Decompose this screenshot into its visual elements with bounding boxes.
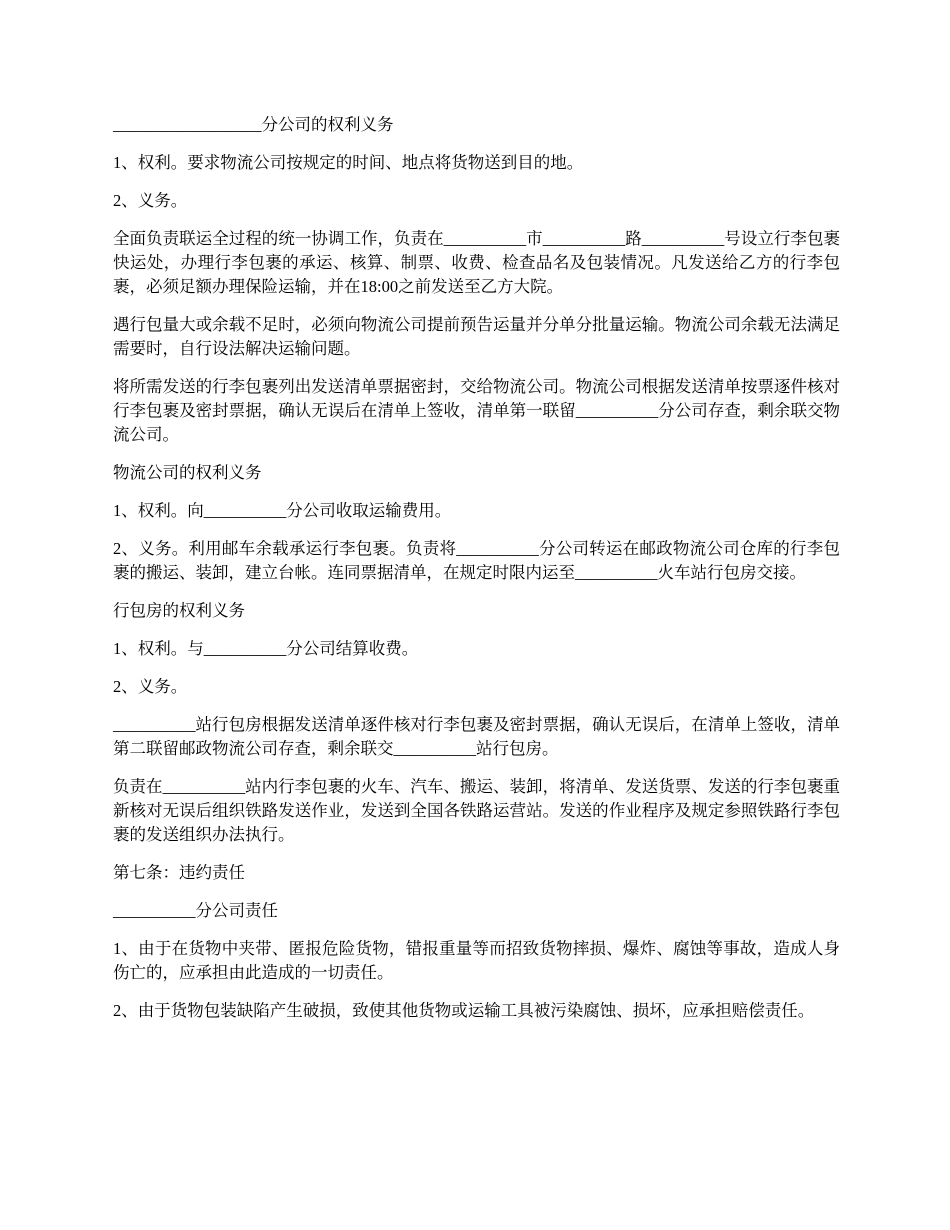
paragraph: 1、权利。要求物流公司按规定的时间、地点将货物送到目的地。	[113, 153, 584, 172]
paragraph: __________站行包房根据发送清单逐件核对行李包裹及密封票据，确认无误后，在清单上签收，清单第二联留邮政物流公司存查，剩余联交__________站行包房。	[113, 715, 840, 758]
section-heading-logistics-rights: 物流公司的权利义务	[113, 463, 262, 482]
paragraph: 全面负责联运全过程的统一协调工作，负责在__________市__________路__________号设立行李包裹快运处，办理行李包裹的承运、核算、制票、收费、检查品名及包装情况。凡发送给乙方的行李包裹，必须足额办理保险运输，并在18:00之前发送至乙方大院。	[113, 229, 840, 296]
paragraph: 1、权利。向__________分公司收取运输费用。	[113, 501, 452, 520]
section-heading-baggage-office-rights: 行包房的权利义务	[113, 601, 245, 620]
paragraph: 1、权利。与__________分公司结算收费。	[113, 639, 419, 658]
paragraph: 2、由于货物包装缺陷产生破损，致使其他货物或运输工具被污染腐蚀、损坏，应承担赔偿责任。	[113, 1001, 815, 1020]
article-heading-liability: 第七条：违约责任	[113, 863, 245, 882]
paragraph: 1、由于在货物中夹带、匿报危险货物，错报重量等而招致货物摔损、爆炸、腐蚀等事故，造成人身伤亡的，应承担由此造成的一切责任。	[113, 939, 840, 982]
paragraph: 2、义务。	[113, 191, 188, 210]
paragraph: 将所需发送的行李包裹列出发送清单票据密封，交给物流公司。物流公司根据发送清单按票逐件核对行李包裹及密封票据，确认无误后在清单上签收，清单第一联留__________分公司存查，剩余联交物流公司。	[113, 377, 840, 444]
paragraph: 2、义务。利用邮车余载承运行李包裹。负责将__________分公司转运在邮政物流公司仓库的行李包裹的搬运、装卸，建立台帐。连同票据清单，在规定时限内运至__________火车站行包房交接。	[113, 539, 840, 582]
paragraph: 遇行包量大或余载不足时，必须向物流公司提前预告运量并分单分批量运输。物流公司余载无法满足需要时，自行设法解决运输问题。	[113, 315, 840, 358]
paragraph: 负责在__________站内行李包裹的火车、汽车、搬运、装卸，将清单、发送货票、发送的行李包裹重新核对无误后组织铁路发送作业，发送到全国各铁路运营站。发送的作业程序及规定参照铁路行李包裹的发送组织办法执行。	[113, 777, 840, 844]
paragraph: 2、义务。	[113, 677, 188, 696]
document-body	[113, 113, 840, 1037]
section-heading-branch-rights: __________________分公司的权利义务	[113, 115, 394, 134]
section-heading-branch-liability: __________分公司责任	[113, 901, 278, 920]
